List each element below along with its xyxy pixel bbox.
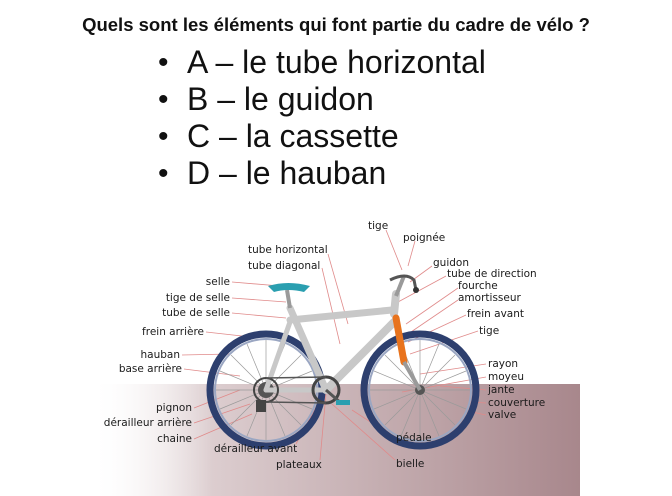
- answer-options-list: [158, 44, 486, 192]
- label-amortisseur: amortisseur: [458, 292, 521, 304]
- option-c-text: C – la cassette: [187, 118, 399, 154]
- label-pedale: pédale: [396, 432, 432, 444]
- label-guidon: guidon: [433, 257, 469, 269]
- label-base-arriere: base arrière: [118, 363, 182, 375]
- label-fourche: fourche: [458, 280, 498, 292]
- label-moyeu: moyeu: [488, 371, 524, 383]
- label-plateaux: plateaux: [276, 459, 322, 471]
- label-frein-avant: frein avant: [467, 308, 525, 320]
- label-tube-de-selle: tube de selle: [162, 307, 230, 319]
- label-rayon: rayon: [488, 358, 519, 370]
- option-b-text: B – le guidon: [187, 81, 374, 117]
- option-a-text: A – le tube horizontal: [187, 44, 486, 80]
- bullet: •: [158, 45, 169, 79]
- label-couverture: couverture: [488, 397, 546, 409]
- label-jante: jante: [488, 384, 515, 396]
- label-frein-arriere: frein arrière: [142, 326, 204, 338]
- option-b: [158, 81, 486, 118]
- label-derailleur-arriere: dérailleur arrière: [103, 417, 192, 429]
- label-tige-front: tige: [479, 325, 500, 337]
- label-valve: valve: [488, 409, 517, 421]
- chain-bottom: [266, 402, 326, 403]
- option-d: [158, 155, 486, 192]
- label-pignon: pignon: [156, 402, 192, 414]
- label-tige-de-selle: tige de selle: [165, 292, 230, 304]
- label-tube-diagonal: tube diagonal: [248, 260, 321, 272]
- stem: [396, 276, 404, 296]
- seat-post: [287, 290, 290, 308]
- label-bielle: bielle: [396, 458, 425, 470]
- brake-lever: [413, 287, 419, 293]
- bullet: •: [158, 82, 169, 116]
- rear-derailleur: [256, 400, 266, 412]
- label-tige-top: tige: [368, 220, 389, 232]
- chain-top: [266, 377, 326, 378]
- label-derailleur-avant: dérailleur avant: [214, 443, 298, 455]
- question-title: Quels sont les éléments qui font partie du cadre de vélo ?: [82, 14, 590, 35]
- label-tube-horizontal: tube horizontal: [248, 244, 328, 256]
- bullet: •: [158, 156, 169, 190]
- option-d-text: D – le hauban: [187, 155, 387, 191]
- front-fork: [396, 318, 420, 390]
- label-tube-direction: tube de direction: [447, 268, 537, 280]
- option-c: [158, 118, 486, 155]
- bicycle-diagram: [90, 214, 580, 496]
- bicycle-frame: [266, 294, 396, 390]
- pedal: [336, 400, 350, 405]
- label-poignee: poignée: [403, 232, 446, 244]
- label-selle: selle: [205, 276, 230, 288]
- bullet: •: [158, 119, 169, 153]
- option-a: [158, 44, 486, 81]
- label-hauban: hauban: [140, 349, 180, 361]
- label-chaine: chaine: [157, 433, 192, 445]
